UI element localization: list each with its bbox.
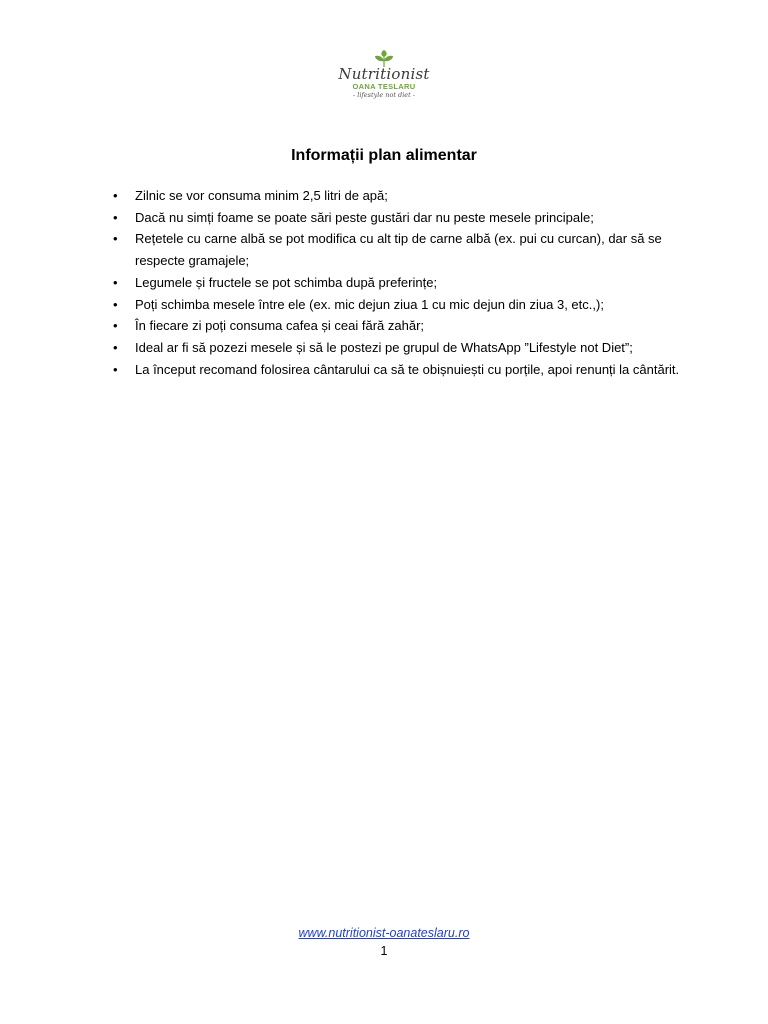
bullet-icon: • — [113, 188, 118, 203]
list-item-text: Dacă nu simți foame se poate sări peste gustări dar nu peste mesele principale; — [135, 209, 594, 225]
list-item — [110, 185, 680, 207]
page-title: Informații plan alimentar — [291, 147, 477, 164]
bullet-icon: • — [113, 209, 118, 225]
list-item-text: La început recomand folosirea cântarului ca să te obișnuiești cu porțile, apoi renunți la cântărit. — [135, 361, 680, 377]
bullet-icon: • — [113, 339, 118, 355]
bullet-icon: • — [113, 361, 118, 377]
list-item-text: Rețetele cu carne albă se pot modifica cu alt tip de carne albă (ex. pui cu curcan), dar să se respecte gramajele; — [135, 231, 662, 269]
info-list — [110, 185, 680, 380]
list-item-text: În fiecare zi poți consuma cafea și ceai fără zahăr; — [135, 318, 425, 334]
list-item — [110, 337, 680, 359]
list-item — [110, 272, 680, 294]
bullet-icon: • — [113, 296, 118, 312]
website-link[interactable]: www.nutritionist-oanateslaru.ro — [298, 926, 470, 940]
bullet-icon: • — [113, 231, 118, 247]
logo-subtitle: OANA TESLARU — [352, 82, 416, 91]
list-item — [110, 228, 680, 271]
list-item — [110, 207, 680, 229]
list-item-text: Legumele și fructele se pot schimba după preferințe; — [135, 274, 438, 290]
list-item — [110, 294, 680, 316]
logo-tagline: - lifestyle not diet - — [352, 91, 416, 99]
list-item-text: Zilnic se vor consuma minim 2,5 litri de apă; — [135, 188, 388, 203]
logo-name: Nutritionist — [338, 65, 430, 83]
page-number: 1 — [380, 944, 388, 958]
bullet-icon: • — [113, 274, 118, 290]
bullet-icon: • — [113, 318, 118, 334]
list-item-text: Ideal ar fi să pozezi mesele și să le postezi pe grupul de WhatsApp ”Lifestyle not Diet”; — [135, 339, 633, 355]
list-item — [110, 359, 680, 381]
brand-logo — [334, 50, 434, 106]
list-item — [110, 315, 680, 337]
list-item-text: Poți schimba mesele între ele (ex. mic dejun ziua 1 cu mic dejun din ziua 3, etc.,); — [135, 296, 604, 312]
